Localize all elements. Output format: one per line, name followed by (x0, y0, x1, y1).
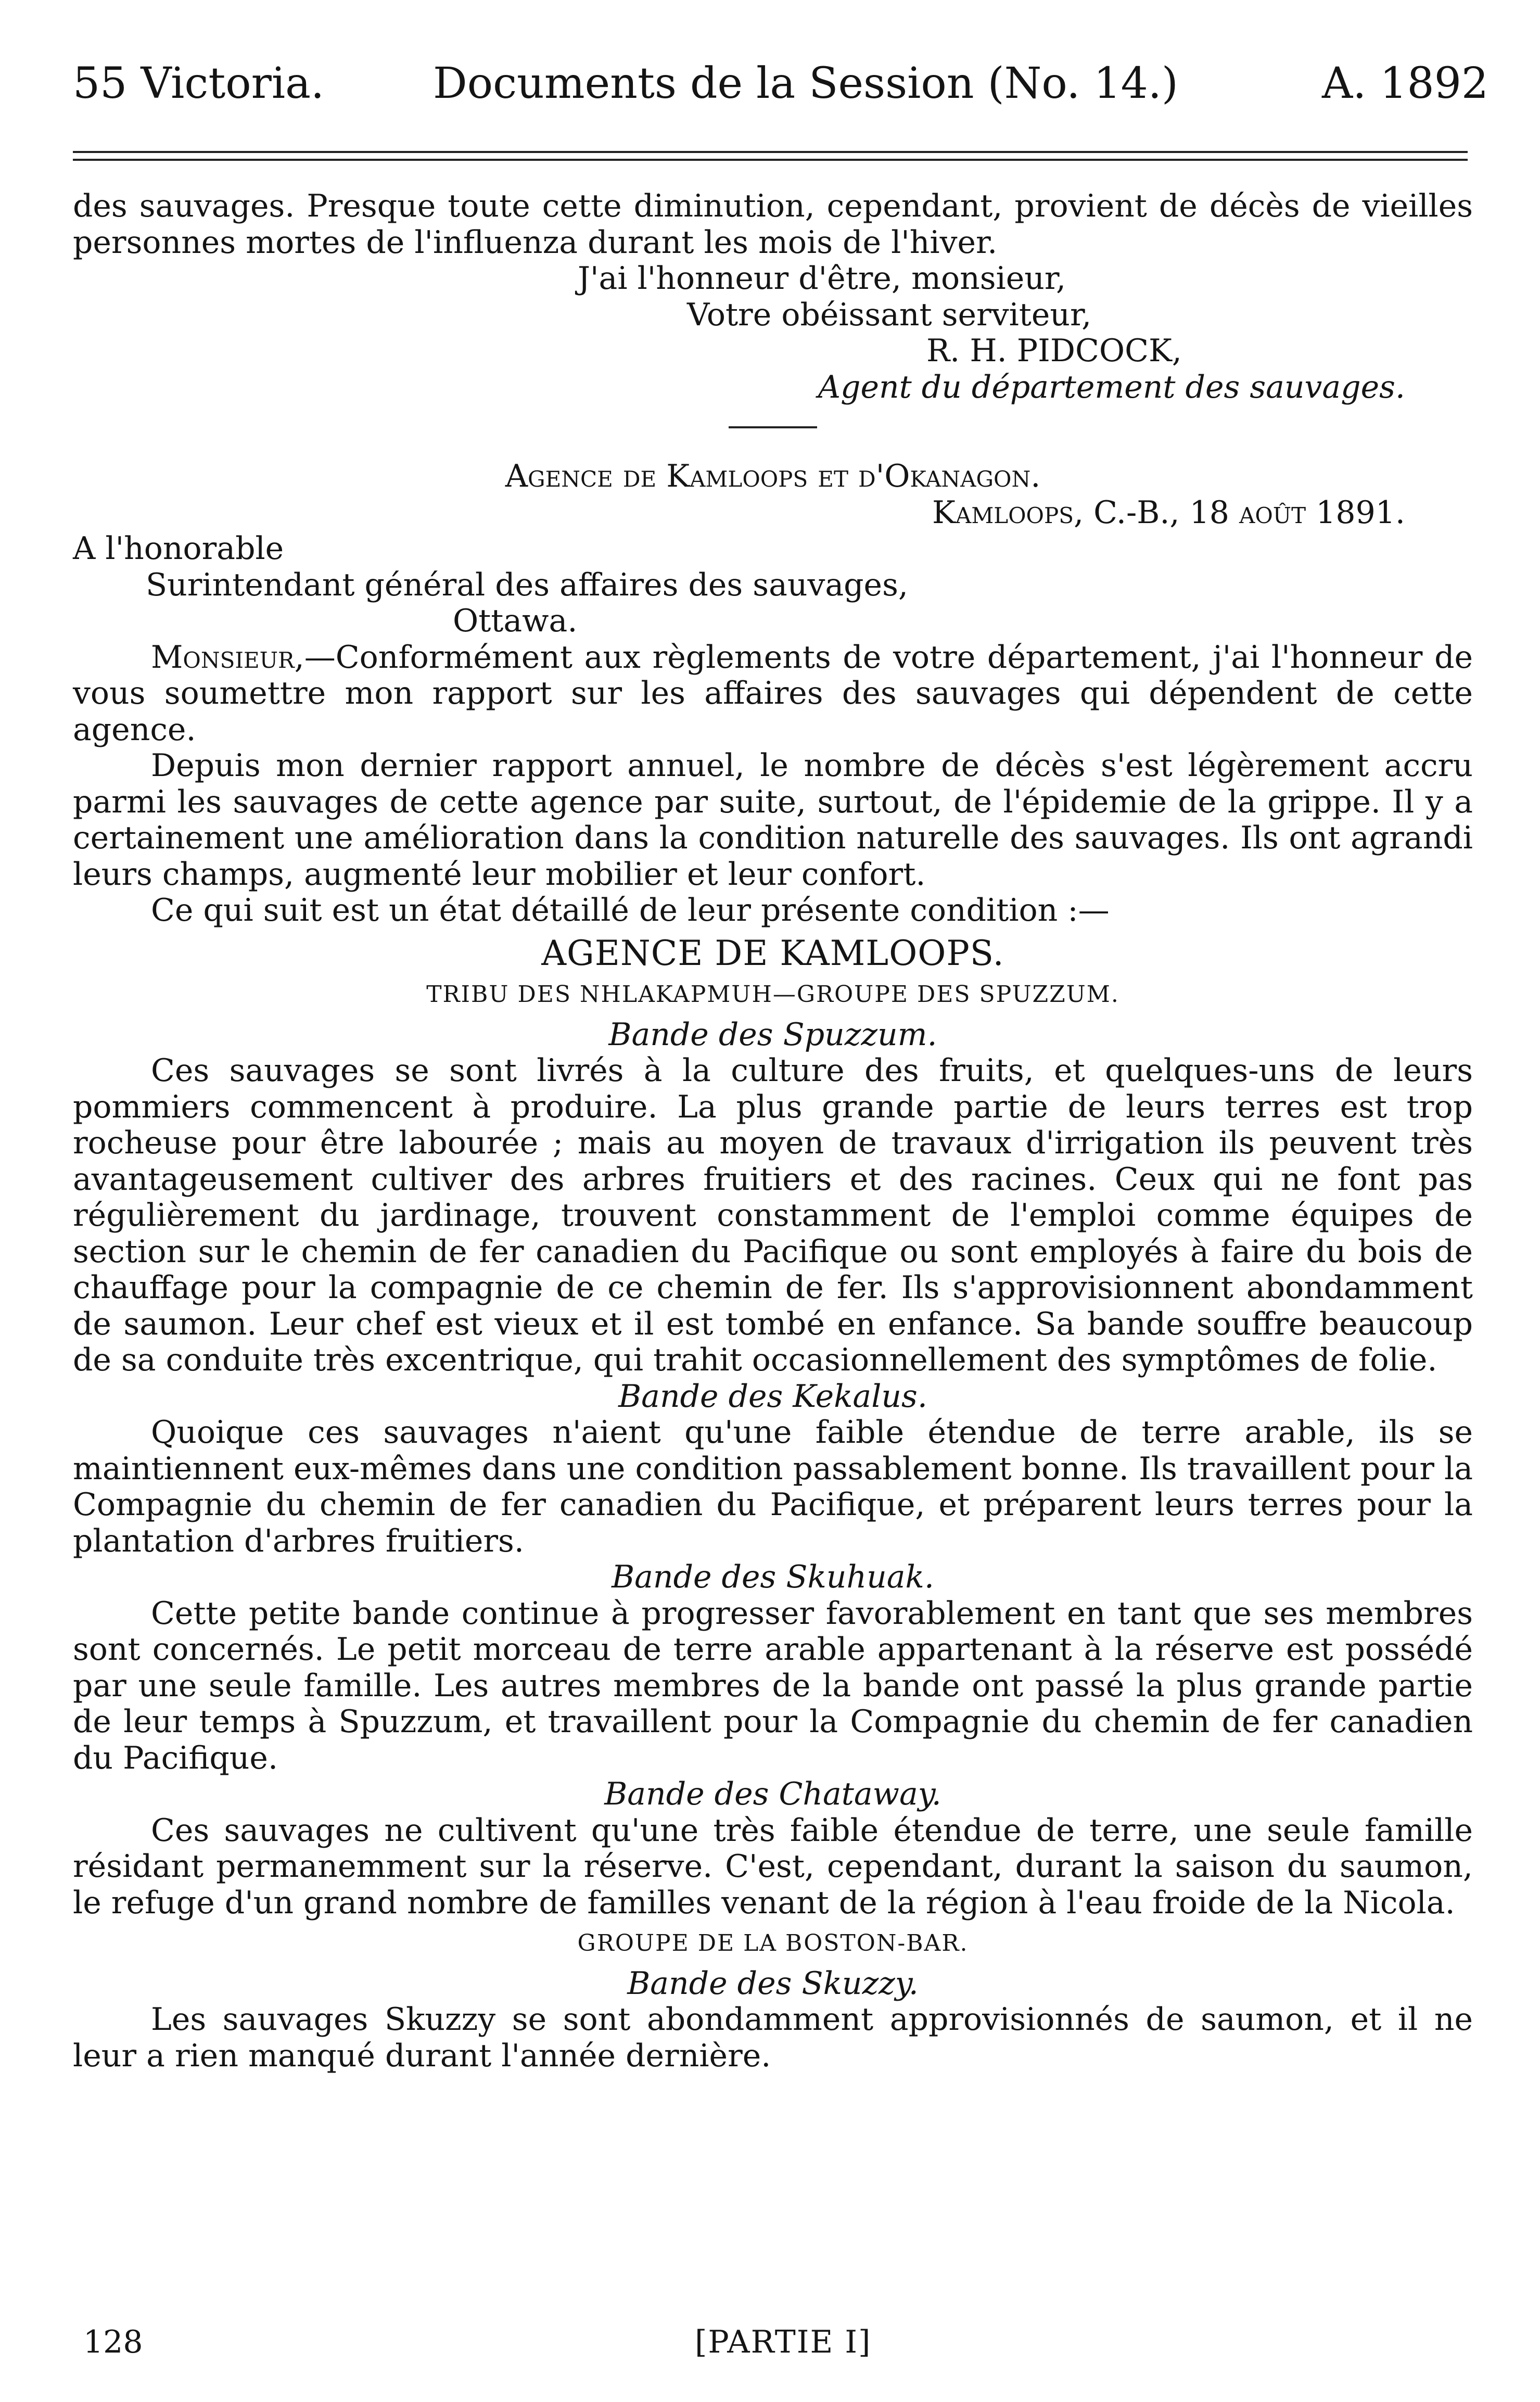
signature-name: R. H. PIDCOCK, (926, 333, 1182, 369)
signature-title: Agent du département des sauvages. (818, 368, 1405, 405)
section-divider (729, 426, 817, 428)
band-text-skuzzy: Les sauvages Skuzzy se sont abondamment approvisionnés de saumon, et il ne leur a rien manqué durant l'année dernière. (73, 2001, 1473, 2074)
band-text-skuhuak: Cette petite bande continue à progresser favorablement en tant que ses membres sont concernés. Le petit morceau de terre arable appartenant à la réserve est possédé par une seule famille. Les autres membres de la bande ont passé la plus grande partie de leur temps à Spuzzum, et travaillent pour la Compagnie du chemin de fer canadien du Pacifique. (73, 1595, 1473, 1776)
band-text-kekalus: Quoique ces sauvages n'aient qu'une faible étendue de terre arable, ils se maintiennent eux-mêmes dans une condition passablement bonne. Ils travaillent pour la Compagnie du chemin de fer canadien du Pacifique, et préparent leurs terres pour la plantation d'arbres fruitiers. (73, 1414, 1473, 1559)
intro-paragraph-2: Depuis mon dernier rapport annuel, le nombre de décès s'est légèrement accru parmi les sauvages de cette agence par suite, surtout, de l'épidemie de la grippe. Il y a certainement une amélioration dans la condition naturelle des sauvages. Ils ont agrandi leurs champs, augmenté leur mobilier et leur confort. (73, 747, 1473, 893)
band-title-chataway: Bande des Chataway. (604, 1776, 941, 1812)
letter-end-paragraph: des sauvages. Presque toute cette diminution, cependant, provient de décès de vieilles personnes mortes de l'influenza durant les mois de l'hiver. (73, 188, 1473, 261)
part-label (695, 2324, 872, 2360)
intro-paragraph-1 (73, 640, 1473, 748)
letter-closing-line-1: J'ai l'honneur d'être, monsieur, (578, 260, 1066, 297)
page-body (73, 188, 1473, 2074)
header-title: Documents de la Session (No. 14.) (433, 59, 1178, 108)
salutation: Monsieur, (151, 639, 304, 676)
band-title-kekalus: Bande des Kekalus. (618, 1378, 927, 1415)
band-title-skuhuak: Bande des Skuhuak. (612, 1559, 934, 1595)
header-volume: 55 Victoria. (73, 59, 325, 108)
band-text-spuzzum: Ces sauvages se sont livrés à la culture des fruits, et quelques-uns de leurs pommiers commencent à produire. La plus grande partie de leurs terres est trop rocheuse pour être labourée ; mais au moyen de travaux d'irrigation ils peuvent très avantageusement cultiver des arbres fruitiers et des racines. Ceux qui ne font pas régulièrement du jardinage, trouvent constamment de l'emploi comme équipes de section sur le chemin de fer canadien du Pacifique ou sont employés à faire du bois de chauffage pour la compagnie de ce chemin de fer. Ils s'approvisionnent abondamment de saumon. Leur chef est vieux et il est tombé en enfance. Sa bande souffre beaucoup de sa conduite très excentrique, qui trahit occasionnellement des symptômes de folie. (73, 1052, 1473, 1378)
place-date-line (73, 495, 1473, 531)
place-date: Kamloops, C.-B., 18 août 1891. (932, 494, 1405, 531)
tribe-heading: TRIBU DES NHLAKAPMUH—GROUPE DES SPUZZUM. (426, 981, 1119, 1008)
address-line-2: Surintendant général des affaires des sauvages, (146, 566, 908, 603)
band-title-skuzzy: Bande des Skuzzy. (627, 1965, 919, 2002)
group-heading-boston-bar: GROUPE DE LA BOSTON-BAR. (577, 1930, 969, 1956)
agency-heading: Agence de Kamloops et d'Okanagon. (505, 458, 1041, 494)
section-title: AGENCE DE KAMLOOPS. (541, 933, 1004, 973)
address-line-1: A l'honorable (73, 530, 284, 567)
page-number: 128 (83, 2324, 143, 2360)
band-text-chataway: Ces sauvages ne cultivent qu'une très faible étendue de terre, une seule famille résidant permanemment sur la réserve. C'est, cependant, durant la saison du saumon, le refuge d'un grand nombre de familles venant de la région à l'eau froide de la Nicola. (73, 1812, 1473, 1921)
part-label-text: [PARTIE I] (695, 2324, 872, 2360)
band-title-spuzzum: Bande des Spuzzum. (608, 1016, 937, 1053)
letter-closing-line-2: Votre obéissant serviteur, (687, 296, 1092, 333)
address-line-3: Ottawa. (453, 603, 578, 639)
intro-paragraph-1-text: —Conformément aux règlements de votre département, j'ai l'honneur de vous soumettre mon rapport sur les affaires des sauvages qui dépendent de cette agence. (73, 639, 1473, 748)
header-year: A. 1892 (1322, 59, 1489, 108)
header-rule-bottom (73, 159, 1468, 161)
intro-paragraph-3: Ce qui suit est un état détaillé de leur présente condition :— (151, 892, 1110, 929)
header-rule-top (73, 151, 1468, 153)
